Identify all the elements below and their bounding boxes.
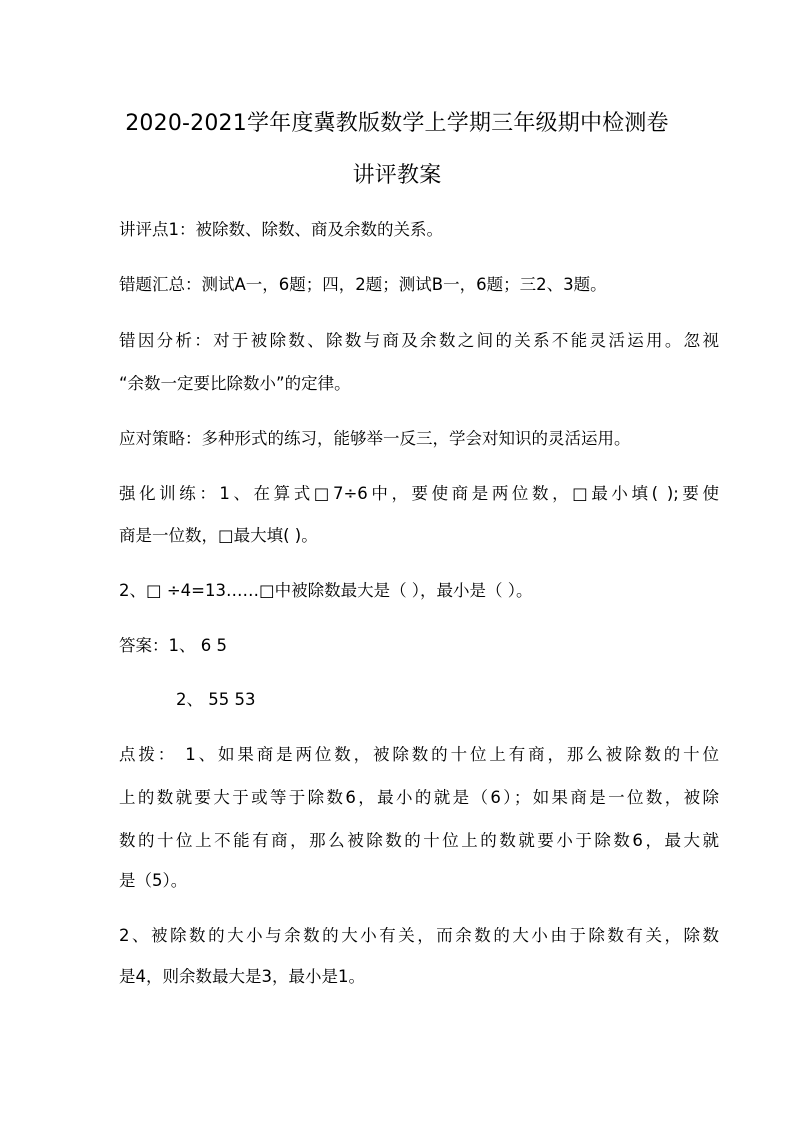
document-title: 2020-2021学年度冀教版数学上学期三年级期中检测卷: [125, 111, 669, 136]
error-summary: 错题汇总：测试A一，6题；四，2题；测试B一，6题；三2、3题。: [119, 275, 607, 294]
question-2: 2、□ ÷4=13……□中被除数最大是（ ），最小是（ ）。: [119, 581, 533, 600]
strategy: 应对策略：多种形式的练习，能够举一反三，学会对知识的灵活运用。: [119, 429, 631, 448]
hint-line-2: 上的数就要大于或等于除数6，最小的就是（6）；如果商是一位数，被除: [119, 788, 719, 807]
answer-line-2: 2、 55 53: [176, 690, 256, 709]
error-analysis-line-1: 错因分析：对于被除数、除数与商及余数之间的关系不能灵活运用。忽视: [119, 331, 719, 350]
note2-line-1: 2、被除数的大小与余数的大小有关，而余数的大小由于除数有关，除数: [119, 926, 719, 945]
training-line-1: 强化训练：1、在算式□7÷6中，要使商是两位数，□最小填( );要使: [119, 484, 719, 503]
hint-line-1: 点拨： 1、如果商是两位数，被除数的十位上有商，那么被除数的十位: [119, 745, 719, 764]
training-line-2: 商是一位数，□最大填( )。: [119, 526, 318, 545]
hint-line-3: 数的十位上不能有商，那么被除数的十位上的数就要小于除数6，最大就: [119, 831, 719, 850]
answer-line-1: 答案：1、 6 5: [119, 636, 227, 655]
note2-line-2: 是4，则余数最大是3，最小是1。: [119, 967, 365, 986]
document-subtitle: 讲评教案: [352, 163, 442, 188]
error-analysis-line-2: “余数一定要比除数小”的定律。: [119, 374, 351, 393]
hint-line-4: 是（5）。: [119, 871, 188, 890]
review-point: 讲评点1：被除数、除数、商及余数的关系。: [119, 220, 443, 239]
